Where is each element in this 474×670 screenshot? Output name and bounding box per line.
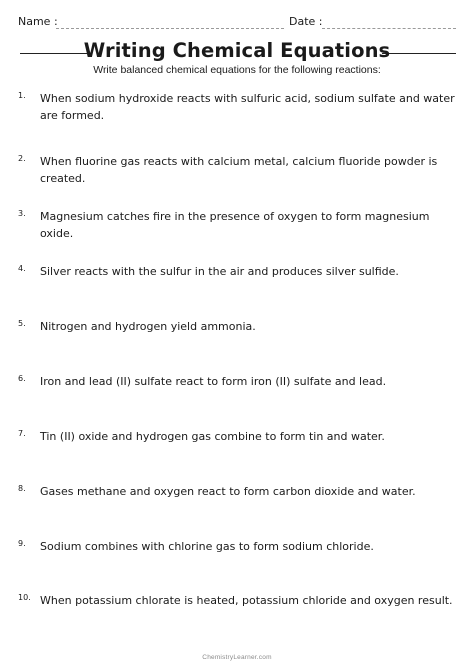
question-text: When fluorine gas reacts with calcium metal, calcium fluoride powder is created. [40,155,438,185]
name-label: Name : [18,15,58,28]
question-number: 5. [18,319,26,328]
question-number: 8. [18,484,26,493]
question-text: Magnesium catches fire in the presence of oxygen to form magnesium oxide. [40,210,430,240]
site-watermark: ChemistryLearner.com [202,654,272,661]
question-number: 2. [18,154,26,163]
page-title: Writing Chemical Equations [83,39,391,62]
question-number: 9. [18,539,26,548]
question-text: Sodium combines with chlorine gas to form sodium chloride. [40,540,374,553]
question-number: 4. [18,264,26,273]
question-text: Silver reacts with the sulfur in the air and produces silver sulfide. [40,265,399,278]
question-number: 6. [18,374,26,383]
date-field[interactable] [322,28,456,29]
question-number: 10. [18,593,31,602]
question-text: When potassium chlorate is heated, potassium chloride and oxygen result. [40,594,453,607]
date-label: Date : [289,15,323,28]
question-text: Gases methane and oxygen react to form carbon dioxide and water. [40,485,416,498]
question-text: Iron and lead (II) sulfate react to form iron (II) sulfate and lead. [40,375,387,388]
question-number: 1. [18,91,26,100]
question-number: 7. [18,429,26,438]
question-text: When sodium hydroxide reacts with sulfuric acid, sodium sulfate and water are formed. [40,92,455,122]
question-number: 3. [18,209,26,218]
instructions: Write balanced chemical equations for the following reactions: [93,64,381,76]
name-field[interactable] [56,28,284,29]
question-text: Tin (II) oxide and hydrogen gas combine to form tin and water. [40,430,385,443]
question-text: Nitrogen and hydrogen yield ammonia. [40,320,256,333]
